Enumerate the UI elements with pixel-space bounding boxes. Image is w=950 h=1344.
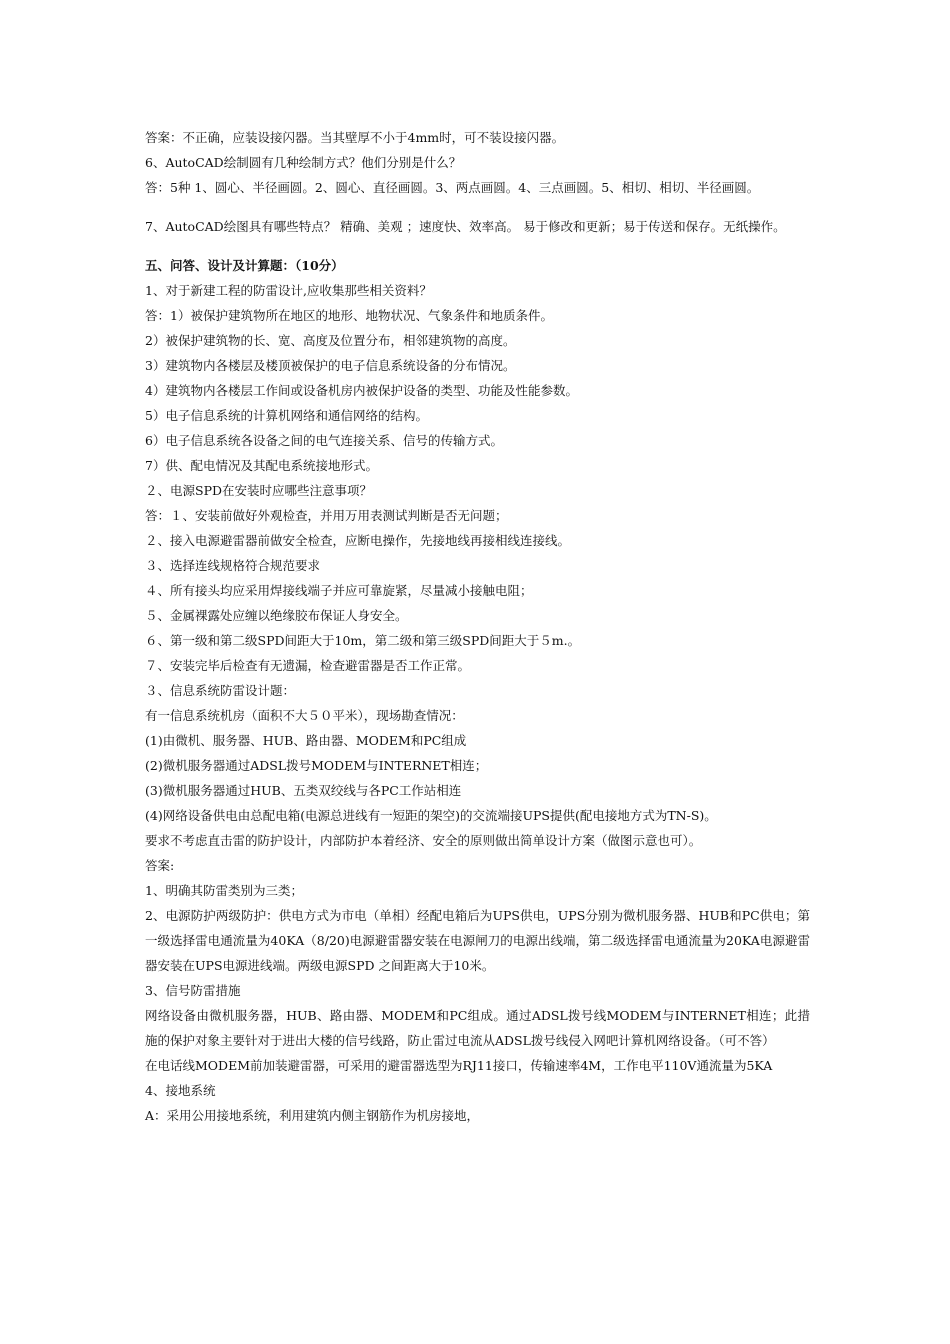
question-5-3-condition: (4)网络设备供电由总配电箱(电源总进线有一短距的架空)的交流端接UPS提供(配电接地方式为TN-S)。 (145, 808, 717, 823)
spacer (145, 239, 810, 253)
question-5-3-condition: (2)微机服务器通过ADSL拨号MODEM与INTERNET相连； (145, 758, 488, 773)
answer-5-1-item: 7）供、配电情况及其配电系统接地形式。 (145, 458, 378, 473)
answer-5-3-item: 1、明确其防雷类别为三类； (145, 883, 303, 898)
question-5-2: ２、电源SPD在安装时应哪些注意事项？ (145, 483, 372, 498)
question-5-3: ３、信息系统防雷设计题： (145, 683, 296, 698)
question-5-3-description: 有一信息系统机房（面积不大５０平米），现场勘查情况： (145, 708, 464, 723)
question-6: 6、AutoCAD绘制圆有几种绘制方式？他们分别是什么？ (145, 155, 462, 170)
question-5-3-requirement: 要求不考虑直击雷的防护设计，内部防护本着经济、安全的原则做出简单设计方案（做图示意也可）。 (145, 833, 702, 848)
answer-6: 答：5种 1、圆心、半径画圆。2、圆心、直径画圆。3、两点画圆。4、三点画圆。5、相切、相切、半径画圆。 (145, 180, 760, 195)
spacer (145, 200, 810, 214)
answer-5-3-text: A：采用公用接地系统，利用建筑内侧主钢筋作为机房接地， (145, 1108, 480, 1123)
answer-5-3-item: 4、接地系统 (145, 1083, 216, 1098)
section-5-title: 五、问答、设计及计算题：（10分） (145, 258, 344, 273)
answer-line: 答案：不正确，应装设接闪器。当其壁厚不小于4mm时，可不装设接闪器。 (145, 130, 565, 145)
answer-label: 答案: (145, 858, 175, 873)
answer-5-1-item: 2）被保护建筑物的长、宽、高度及位置分布，相邻建筑物的高度。 (145, 333, 516, 348)
answer-5-2-item: ２、接入电源避雷器前做安全检查，应断电操作，先接地线再接相线连接线。 (145, 533, 571, 548)
answer-5-1-item: 3）建筑物内各楼层及楼顶被保护的电子信息系统设备的分布情况。 (145, 358, 516, 373)
answer-5-2-item: ５、金属裸露处应缠以绝缘胶布保证人身安全。 (145, 608, 408, 623)
answer-5-1-item: 4）建筑物内各楼层工作间或设备机房内被保护设备的类型、功能及性能参数。 (145, 383, 578, 398)
answer-5-2-item: ４、所有接头均应采用焊接线端子并应可靠旋紧，尽量减小接触电阻； (145, 583, 533, 598)
answer-5-3-item: 3、信号防雷措施 (145, 983, 241, 998)
answer-5-1-item: 6）电子信息系统各设备之间的电气连接关系、信号的传输方式。 (145, 433, 503, 448)
document-body (145, 125, 810, 1128)
question-5-1: 1、对于新建工程的防雷设计,应收集那些相关资料？ (145, 283, 432, 298)
answer-5-1-item: 答：1）被保护建筑物所在地区的地形、地物状况、气象条件和地质条件。 (145, 308, 553, 323)
answer-5-2-item: 答：１、安装前做好外观检查，并用万用表测试判断是否无问题； (145, 508, 508, 523)
question-5-3-condition: (1)由微机、服务器、HUB、路由器、MODEM和PC组成 (145, 733, 467, 748)
answer-5-1-item: 5）电子信息系统的计算机网络和通信网络的结构。 (145, 408, 428, 423)
answer-5-3-item: 2、电源防护两级防护：供电方式为市电（单相）经配电箱后为UPS供电，UPS分别为微机服务器、HUB和PC供电；第一级选择雷电通流量为40KA（8/20)电源避雷器安装在电源闸刀的电源出线端，第二级选择雷电通流量为20KA电源避雷器安装在UPS电源进线端。两级电源SPD 之间距离大于10米。 (145, 908, 810, 973)
answer-5-2-item: ３、选择连线规格符合规范要求 (145, 558, 321, 573)
question-7: 7、AutoCAD绘图具有哪些特点？ 精确、美观 ；速度快、效率高。 易于修改和更新；易于传送和保存。无纸操作。 (145, 219, 786, 234)
answer-5-2-item: ６、第一级和第二级SPD间距大于10m，第二级和第三级SPD间距大于５m.。 (145, 633, 581, 648)
question-5-3-condition: (3)微机服务器通过HUB、五类双绞线与各PC工作站相连 (145, 783, 462, 798)
answer-5-3-text: 在电话线MODEM前加装避雷器，可采用的避雷器选型为RJ11接口，传输速率4M，工作电平110V通流量为5KA (145, 1058, 773, 1073)
answer-5-2-item: ７、安装完毕后检查有无遗漏，检查避雷器是否工作正常。 (145, 658, 471, 673)
answer-5-3-text: 网络设备由微机服务器，HUB、路由器、MODEM和PC组成。通过ADSL拨号线MODEM与INTERNET相连；此措施的保护对象主要针对于进出大楼的信号线路，防止雷过电流从ADSL拨号线侵入网吧计算机网络设备。（可不答） (145, 1008, 810, 1048)
